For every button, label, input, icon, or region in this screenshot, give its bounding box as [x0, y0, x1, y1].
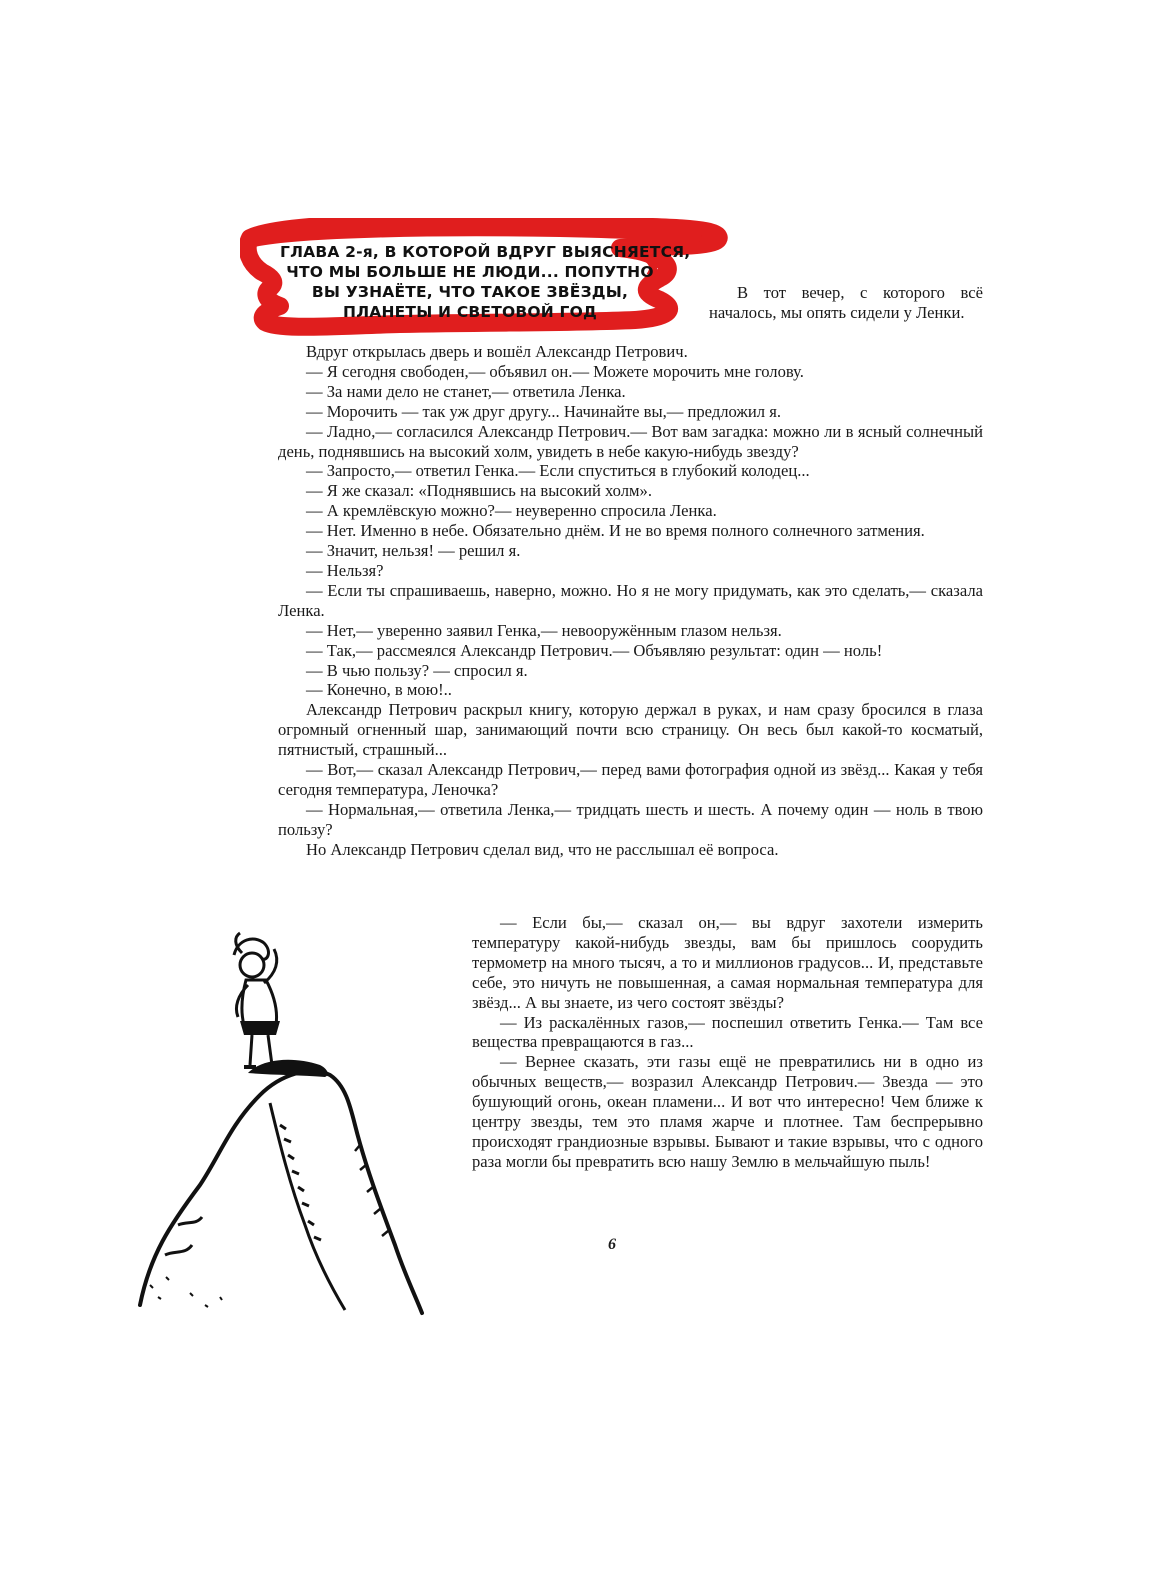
paragraph: — Вернее сказать, эти газы ещё не превратились ни в одно из обычных веществ,— возразил Александр Петрович.— Звезда — это бушующий огонь, океан пламени... И вот что интересно! Чем ближе к центру звезды, тем это пламя жарче и плотнее. Там беспрерывно происходят грандиозные взрывы. Бывают и такие взрывы, что с одного раза могли бы превратить всю нашу Землю в мельчайшую пыль!: [472, 1052, 983, 1171]
paragraph: — А кремлёвскую можно?— неуверенно спросила Ленка.: [306, 501, 717, 521]
paragraph: — Значит, нельзя! — решил я.: [306, 541, 521, 561]
paragraph: — Я сегодня свободен,— объявил он.— Можете морочить мне голову.: [306, 361, 804, 381]
heading-line: ЧТО МЫ БОЛЬШЕ НЕ ЛЮДИ... ПОПУТНО: [286, 263, 654, 281]
paragraph: — Так,— рассмеялся Александр Петрович.— Объявляю результат: один — ноль!: [306, 640, 883, 660]
paragraph: — Из раскалённых газов,— поспешил ответить Генка.— Там все вещества превращаются в газ...: [472, 1012, 983, 1052]
paragraph: Александр Петрович раскрыл книгу, которую держал в руках, и нам сразу бросился в глаза огромный огненный шар, занимающий почти всю страницу. Он весь был какой-то косматый, пятнистый, страшный...: [278, 700, 983, 760]
paragraph: — Я же сказал: «Поднявшись на высокий холм».: [306, 481, 652, 501]
page-number: 6: [608, 1236, 616, 1253]
paragraph: — Если ты спрашиваешь, наверно, можно. Но я не могу придумать, как это сделать,— сказала Ленка.: [278, 580, 983, 620]
paragraph: — Вот,— сказал Александр Петрович,— перед вами фотография одной из звёзд... Какая у тебя сегодня температура, Леночка?: [278, 760, 983, 799]
paragraph: Но Александр Петрович сделал вид, что не расслышал её вопроса.: [306, 839, 779, 859]
paragraph: — Ладно,— согласился Александр Петрович.— Вот вам загадка: можно ли в ясный солнечный день, поднявшись на высокий холм, увидеть в небе какую-нибудь звезду?: [278, 421, 983, 461]
girl-on-mountain-icon: [130, 925, 440, 1320]
right-column-text: [472, 913, 983, 1172]
paragraph: — Если бы,— сказал он,— вы вдруг захотели измерить температуру какой-нибудь звезды, вам бы пришлось соорудить термометр на много тысяч, а то и миллионов градусов... И, представьте себе, это ничуть не повышенная, а самая нормальная температура для звёзд... А вы знаете, из чего состоят звёзды?: [472, 913, 983, 1012]
intro-paragraph: [709, 283, 983, 323]
paragraph: — Нормальная,— ответила Ленка,— тридцать шесть и шесть. А почему один — ноль в твою пользу?: [278, 799, 983, 839]
paragraph: — Нет. Именно в небе. Обязательно днём. И не во время полного солнечного затмения.: [306, 521, 925, 541]
paragraph: В тот вечер, с которого всё началось, мы опять сидели у Ленки.: [709, 283, 983, 322]
main-text: [278, 342, 983, 860]
paragraph: Вдруг открылась дверь и вошёл Александр Петрович.: [306, 342, 688, 361]
paragraph: — Запросто,— ответил Генка.— Если спуститься в глубокий колодец...: [306, 461, 810, 481]
paragraph: — В чью пользу? — спросил я.: [306, 660, 528, 680]
paragraph: — Конечно, в мою!..: [306, 680, 452, 700]
heading-line: ВЫ УЗНАЁТЕ, ЧТО ТАКОЕ ЗВЁЗДЫ,: [311, 283, 629, 301]
paragraph: — Нельзя?: [306, 560, 384, 580]
heading-line: ПЛАНЕТЫ И СВЕТОВОЙ ГОД: [343, 303, 597, 321]
paragraph: — Морочить — так уж друг другу... Начинайте вы,— предложил я.: [306, 401, 781, 421]
paragraph: — За нами дело не станет,— ответила Ленка.: [306, 381, 626, 401]
heading-line: ГЛАВА 2-я, В КОТОРОЙ ВДРУГ ВЫЯСНЯЕТСЯ,: [280, 243, 691, 261]
chapter-heading: [240, 218, 730, 350]
paragraph: — Нет,— уверенно заявил Генка,— невооружённым глазом нельзя.: [306, 620, 782, 640]
